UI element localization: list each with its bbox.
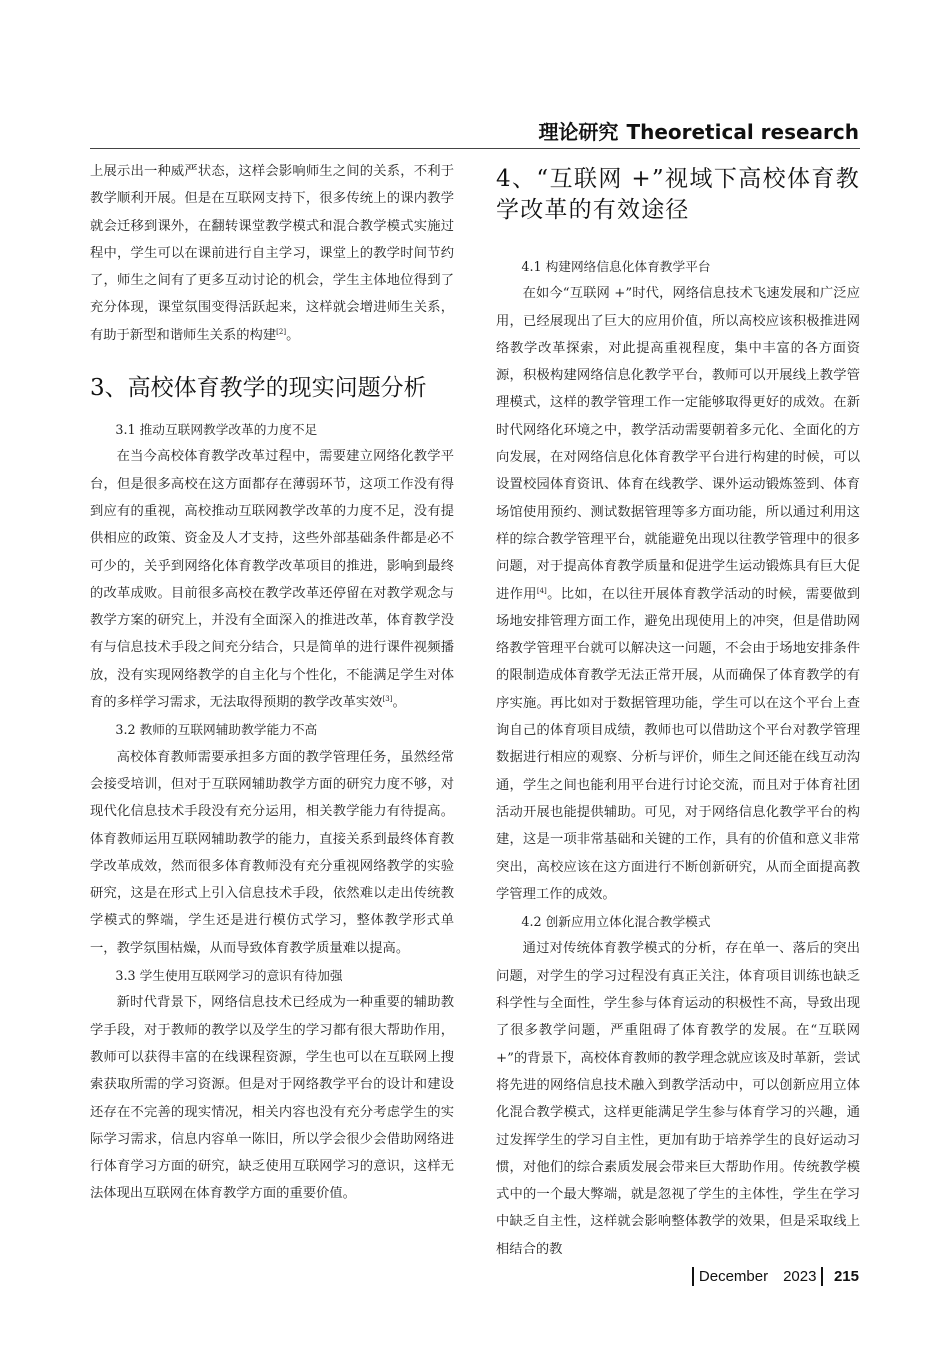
left-column [90, 158, 454, 1208]
section-3-3-heading: 3.3 学生使用互联网学习的意识有待加强 [115, 968, 343, 984]
right-column [496, 158, 860, 1263]
header-rule [90, 148, 860, 149]
citation-4: [4] [536, 586, 547, 595]
section-3-1-paragraph: 在当今高校体育教学改革过程中，需要建立网络化教学平台，但是很多高校在这方面都存在薄弱环节，这项工作没有得到应有的重视，高校推动互联网教学改革的力度不足，没有提供相应的政策、资金及人才支持，这些外部基础条件都是必不可少的，关乎到网络化体育教学改革项目的推进，影响到最终的改革成败。目前很多高校在教学改革还停留在对教学观念与教学方案的研究上，并没有全面深入的推进改革，体育教学没有与信息技术手段之间充分结合，只是简单的进行课件视频播放，没有实现网络教学的自主化与个性化，不能满足学生对体育的多样学习需求，无法取得预期的教学改革实效[3]。 [90, 449, 454, 711]
intro-paragraph: 上展示出一种威严状态，这样会影响师生之间的关系，不利于教学顺利开展。但是在互联网支持下，很多传统上的课内教学就会迁移到课外，在翻转课堂教学模式和混合教学模式实施过程中，学生可以在课前进行自主学习，课堂上的教学时间节约了，师生之间有了更多互动讨论的机会，学生主体地位得到了充分体现，课堂氛围变得活跃起来，这样就会增进师生关系，有助于新型和谐师生关系的构建[2]。 [90, 164, 454, 343]
running-header [530, 116, 859, 145]
section-3-2-heading: 3.2 教师的互联网辅助教学能力不高 [115, 722, 318, 738]
section-4-2-heading: 4.2 创新应用立体化混合教学模式 [521, 914, 711, 930]
header-title-en: Theoretical research [626, 120, 859, 144]
section-3-heading: 3、高校体育教学的现实问题分析 [90, 375, 427, 402]
section-3-3-paragraph: 新时代背景下，网络信息技术已经成为一种重要的辅助教学手段，对于教师的教学以及学生的学习都有很大帮助作用，教师可以获得丰富的在线课程资源，学生也可以在互联网上搜索获取所需的学习资源。但是对于网络教学平台的设计和建设还存在不完善的现实情况，相关内容也没有充分考虑学生的实际学习需求，信息内容单一陈旧，所以学会很少会借助网络进行体育学习方面的研究，缺乏使用互联网学习的意识，这样无法体现出互联网在体育教学方面的重要价值。 [90, 995, 454, 1202]
page-footer [687, 1267, 859, 1286]
section-4-1-heading: 4.1 构建网络信息化体育教学平台 [521, 259, 711, 274]
page-number: 215 [833, 1268, 859, 1285]
header-title-cn: 理论研究 [538, 120, 619, 144]
footer-divider [821, 1267, 823, 1286]
section-4-heading: 4、“互联网 +”视域下高校体育教学改革的有效途径 [496, 166, 860, 223]
section-3-1-heading: 3.1 推动互联网教学改革的力度不足 [115, 422, 318, 438]
citation-2: [2] [276, 327, 287, 336]
footer-year: 2023 [783, 1268, 817, 1285]
footer-divider [692, 1267, 694, 1286]
footer-month: December [698, 1268, 769, 1285]
citation-3: [3] [382, 695, 393, 704]
section-4-1-paragraph: 在如今“互联网 +”时代，网络信息技术飞速发展和广泛应用，已经展现出了巨大的应用价值，所以高校应该积极推进网络教学改革探索，对此提高重视程度，集中丰富的各方面资源，积极构建网络信息化教学平台，教师可以开展线上教学管理模式，这样的教学管理工作一定能够取得更好的成效。在新时代网络化环境之中，教学活动需要朝着多元化、全面化的方向发展，在对网络信息化体育教学平台进行构建的时候，可以设置校园体育资讯、体育在线教学、课外运动锻炼签到、体育场馆使用预约、测试数据管理等多方面功能，所以通过利用这样的综合教学管理平台，就能避免出现以往教学管理中的很多问题，对于提高体育教学质量和促进学生运动锻炼具有巨大促进作用[4]。比如，在以往开展体育教学活动的时候，需要做到场地安排管理方面工作，避免出现使用上的冲突，但是借助网络教学管理平台就可以解决这一问题，不会由于场地安排条件的限制造成体育教学无法正常开展，从而确保了体育教学的有序实施。再比如对于数据管理功能，学生可以在这个平台上查询自己的体育项目成绩，教师也可以借助这个平台对教学管理数据进行相应的观察、分析与评价，师生之间还能在线互动沟通，学生之间也能利用平台进行讨论交流，而且对于体育社团活动开展也能提供辅助。可见，对于网络信息化教学平台的构建，这是一项非常基础和关键的工作，具有的价值和意义非常突出，高校应该在这方面进行不断创新研究，从而全面提高教学管理工作的成效。 [496, 286, 861, 902]
section-4-2-paragraph: 通过对传统体育教学模式的分析，存在单一、落后的突出问题，对学生的学习过程没有真正关注，体育项目训练也缺乏科学性与全面性，学生参与体育运动的积极性不高，导致出现了很多教学问题，严重阻碍了体育教学的发展。在“互联网 +”的背景下，高校体育教师的教学理念就应该及时革新，尝试将先进的网络信息技术融入到教学活动中，可以创新应用立体化混合教学模式，这样更能满足学生参与体育学习的兴趣，通过发挥学生的学习自主性，更加有助于培养学生的良好运动习惯，对他们的综合素质发展会带来巨大帮助作用。传统教学模式中的一个最大弊端，就是忽视了学生的主体性，学生在学习中缺乏自主性，这样就会影响整体教学的效果，但是采取线上相结合的教 [496, 941, 860, 1257]
section-3-2-paragraph: 高校体育教师需要承担多方面的教学管理任务，虽然经常会接受培训，但对于互联网辅助教学方面的研究力度不够，对现代化信息技术手段没有充分运用，相关教学能力有待提高。体育教师运用互联网辅助教学的能力，直接关系到最终体育教学改革成效，然而很多体育教师没有充分重视网络教学的实验研究，这是在形式上引入信息技术手段，依然难以走出传统教学模式的弊端，学生还是进行模仿式学习，整体教学形式单一，教学氛围枯燥，从而导致体育教学质量难以提高。 [90, 749, 454, 956]
